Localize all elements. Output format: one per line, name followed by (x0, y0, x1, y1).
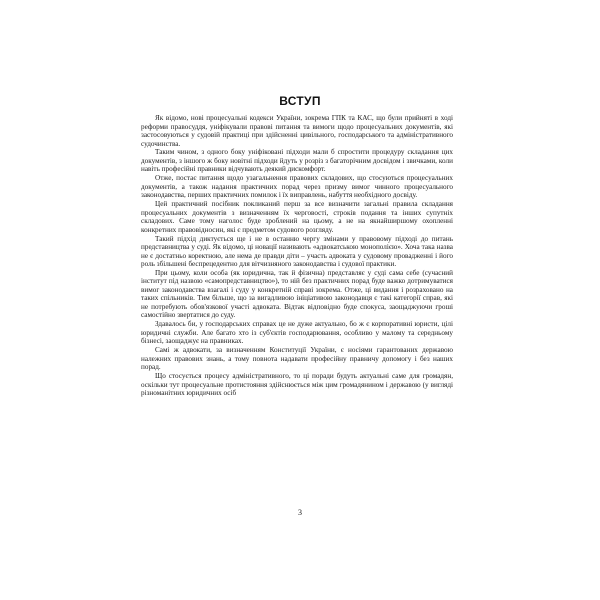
paragraph: Що стосується процесу адміністративного, то ці поради будуть актуальні саме для громадян, оскільки тут процесуальне протистояння здійснюється між цим громадянином і державою (у вигляді різноманітних юридичних осіб (141, 372, 453, 398)
paragraph: Таким чином, з одного боку уніфіковані підходи мали б спростити процедуру складання цих документів, з іншого ж боку новітні підходи йдуть у розріз з багаторічним досвідом і звичками, коли навіть професійні правники відчувають деякий дискомфорт. (141, 148, 453, 174)
paragraph: Цей практичний посібник покликаний перш за все визначити загальні правила складання процесуальних документів з визначенням їх черговості, строків подання та інших супутніх складових. Саме тому наголос буде зроблений на цьому, а не на якнайширшому охопленні конкретних правовідносин, які є предметом судового розгляду. (141, 200, 453, 234)
paragraph: При цьому, коли особа (як юридична, так й фізична) представляє у суді сама себе (сучасний інститут під назвою «самопредставництво»), то ній без практичних порад буде важко дотримуватися вимог законодавства взагалі і суду у конкретній справі зокрема. Отже, ці видання і розраховано на таких спільників. Тим більше, що за вигадливою ініціативою законодавця є такі категорії справ, які не потребують обов'язкової участі адвоката. Відтак відповідно буде спокуса, заощаджуючи гроші самостійно звертатися до суду. (141, 268, 453, 320)
paragraph: Як відомо, нові процесуальні кодекси України, зокрема ГПК та КАС, що були прийняті в ході реформи правосуддя, уніфікували правові питання та вимоги щодо процесуальних документів, які застосовуються у судовій практиці при здійсненні цивільного, господарського та адміністративного судочинства. (141, 114, 453, 148)
paragraph: Самі ж адвокати, за визначенням Конституції України, є носіями гарантованих державою належних правових знань, а тому повнота надавати професійну правничу допомогу і без наших порад. (141, 346, 453, 372)
body-text (141, 114, 453, 398)
paragraph: Отже, постає питання щодо узагальнення правових складових, що стосуються процесуальних документів, а також надання практичних порад через призму вимог чинного процесуального законодавства, перших практичних помилок і їх виправлень, набуття необхідного досвіду. (141, 174, 453, 200)
paragraph: Такий підхід диктується ще і не в останню чергу змінами у правовому підході до питань представництва у суді. Як відомо, ці новації називають «адвокатською монополією». Хоча така назва не є достатньо коректною, але нема де правди діти – участь адвоката у судовому провадженні і його роль збільшені беспрецедентно для вітчизняного законодавства і судової практики. (141, 234, 453, 269)
paragraph: Здавалось би, у господарських справах це не дуже актуально, бо ж є корпоративні юристи, цілі юридичні служби. Але багато хто із суб'єктів господарювання, особливо у малому та середньому бізнесі, заощаджує на правниках. (141, 320, 453, 346)
page-number: 3 (298, 508, 302, 517)
page-title: ВСТУП (279, 94, 321, 108)
